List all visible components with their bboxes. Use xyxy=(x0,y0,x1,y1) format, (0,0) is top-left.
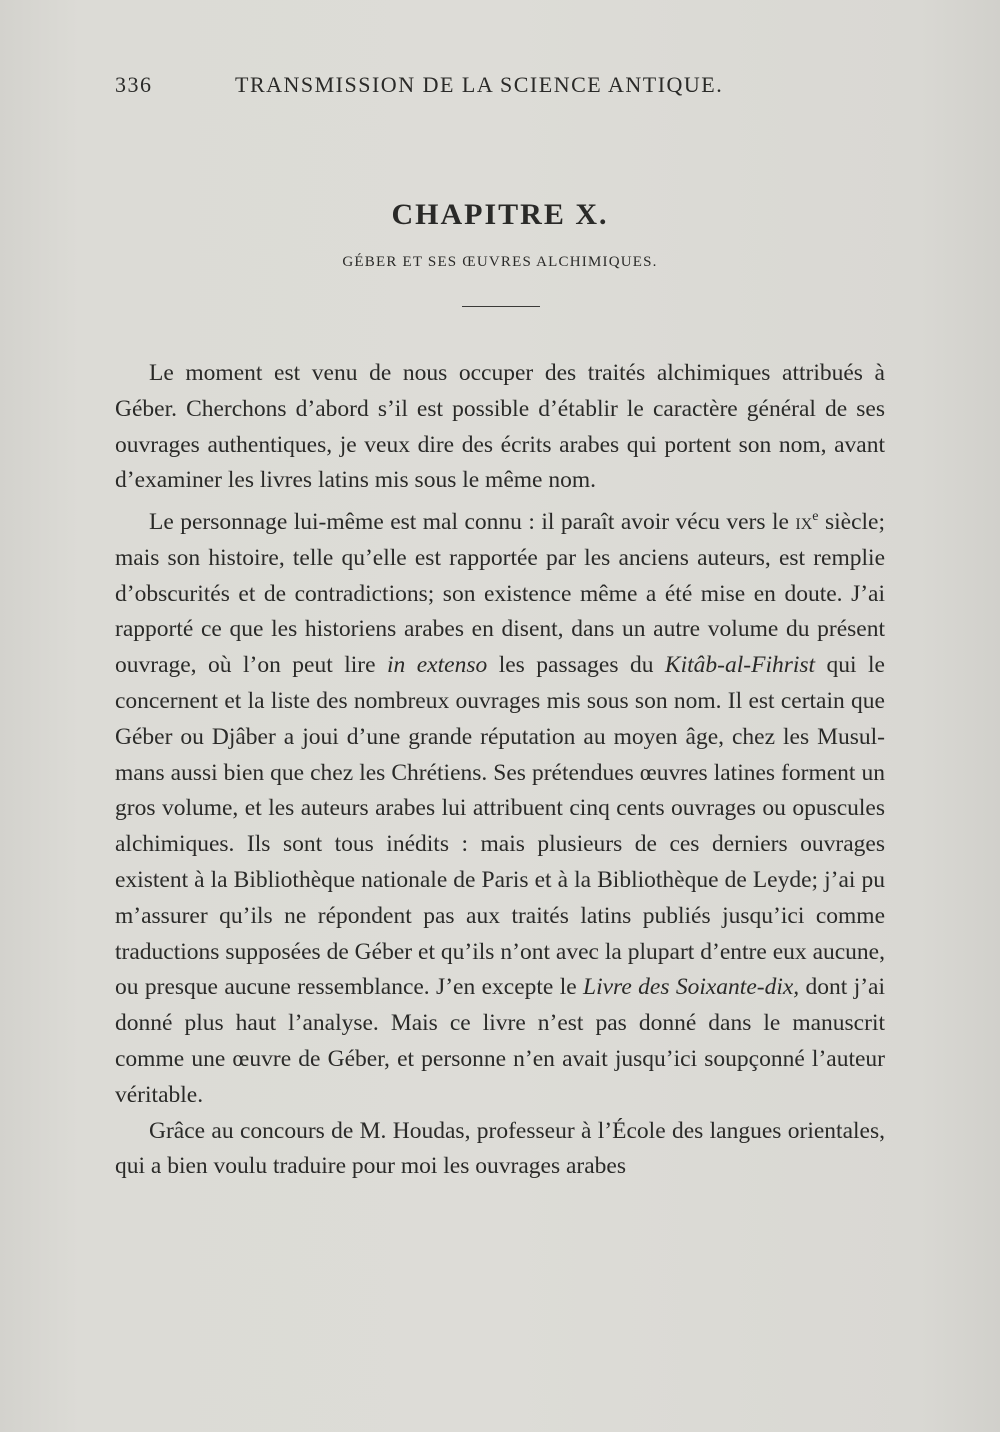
page-number: 336 xyxy=(115,72,153,97)
century-numeral: ix xyxy=(795,509,813,536)
text-run: Grâce au concours de M. Houdas, professeur à l’École des langues orientales, qui a bien voulu traduire pour moi les ouvrages arabes xyxy=(115,1117,885,1180)
paragraph xyxy=(115,1114,885,1186)
text-run: siècle; mais son histoire, telle qu’elle est rapportée par les anciens auteurs, est remplie d’obscurités et de contradictions; son existence même a été mise en doute. J’ai rapporté ce que les historiens arabes en disent, dans un autre volume du présent ouvrage, où l’on peut lire xyxy=(115,509,885,679)
body-text xyxy=(115,356,885,1185)
ordinal-superscript: e xyxy=(812,509,819,525)
paragraph xyxy=(115,356,885,499)
running-head xyxy=(115,72,885,104)
running-title: TRANSMISSION DE LA SCIENCE ANTIQUE. xyxy=(235,72,724,97)
italic-text: Livre des Soixante-dix, xyxy=(583,974,800,1001)
section-divider-rule xyxy=(462,306,540,307)
text-run: les passages du xyxy=(487,652,665,679)
chapter-subtitle: GÉBER ET SES ŒUVRES ALCHIMIQUES. xyxy=(342,254,658,270)
paragraph xyxy=(115,499,885,1113)
italic-text: Kitâb-al-Fihrist xyxy=(664,652,816,679)
text-run: qui le concernent et la liste des nombreux ouvrages mis sous son nom. Il est certain que Géber ou Djâber a joui d’une grande réputation au moyen âge, chez les Musulmans aussi bien que chez les Chrétiens. Ses prétendues œuvres latines forment un gros volume, et les auteurs arabes lui attribuent cinq cents ouvrages ou opuscules alchimiques. Ils sont tous inédits : mais plusieurs de ces derniers ouvrages existent à la Bibliothèque nationale de Paris et à la Bibliothèque de Leyde; j’ai pu m’assurer qu’ils ne répondent pas aux traités latins publiés jusqu’ici comme traductions supposées de Géber et qu’ils n’ont avec la plupart d’entre eux aucune, ou presque aucune ressemblance. J’en excepte le xyxy=(115,652,885,1001)
chapter-title: CHAPITRE X. xyxy=(391,198,609,231)
text-run: Le moment est venu de nous occuper des traités alchimiques attribués à Géber. Cherchons d’abord s’il est possible d’établir le caractère général de ses ouvrages authentiques, je veux dire des écrits arabes qui portent son nom, avant d’examiner les livres latins mis sous le même nom. xyxy=(115,360,885,494)
italic-text: in extenso xyxy=(387,652,488,679)
text-run: Le personnage lui-même est mal connu : il paraît avoir vécu vers le xyxy=(149,509,796,536)
text-run: dont j’ai donné plus haut l’analyse. Mais ce livre n’est pas donné dans le manuscrit comme une œuvre de Géber, et personne n’en avait jusqu’ici soupçonné l’auteur véritable. xyxy=(115,974,886,1108)
